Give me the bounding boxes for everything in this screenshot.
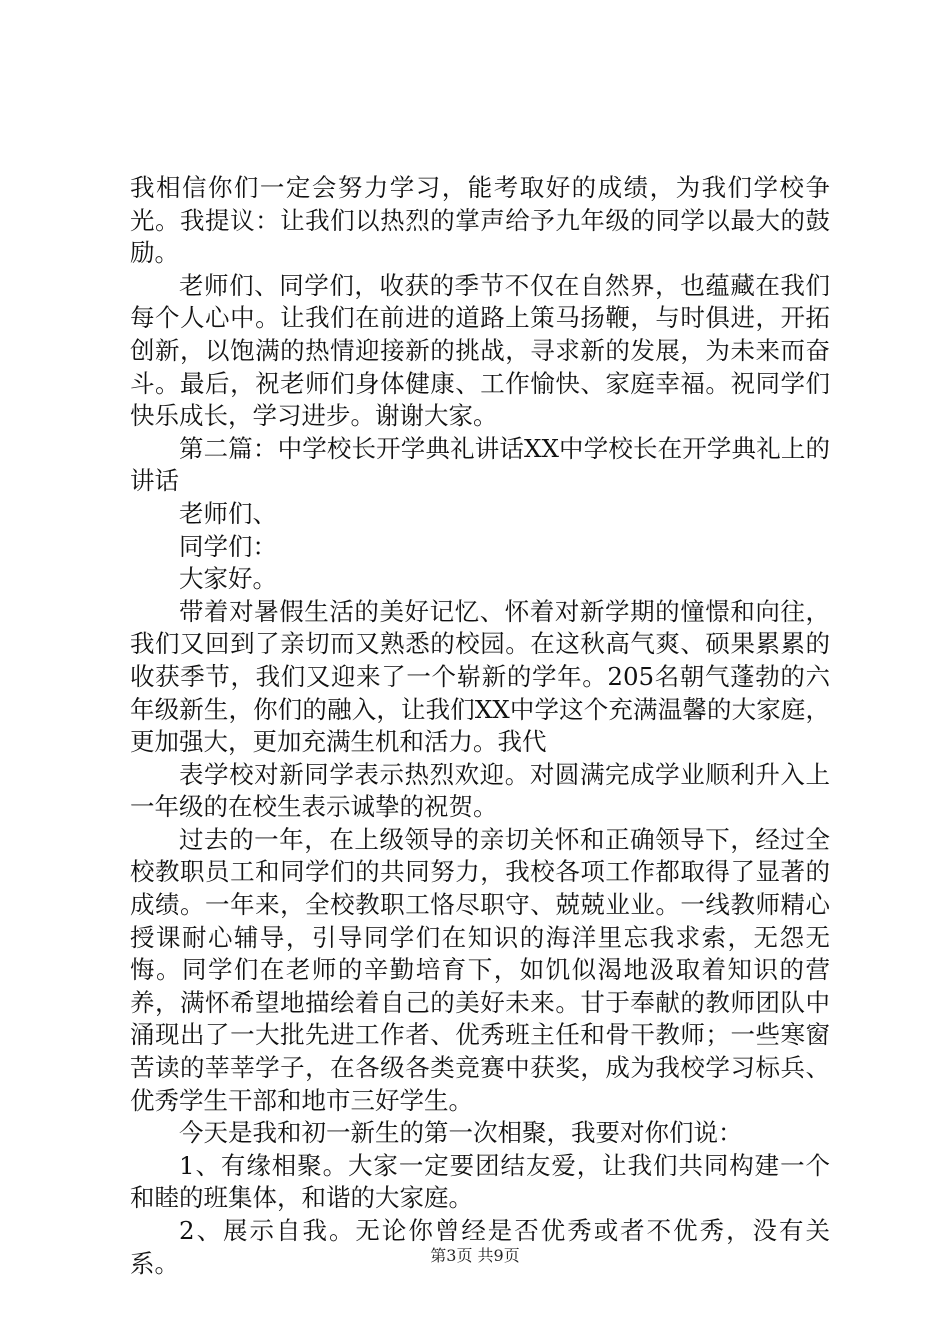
paragraph-closing: 老师们、同学们，收获的季节不仅在自然界，也蕴藏在我们每个人心中。让我们在前进的道路上策马扬鞭，与时俱进，开拓创新，以饱满的热情迎接新的挑战，寻求新的发展，为未来而奋斗。最后，祝老师们身体健康、工作愉快、家庭幸福。祝同学们快乐成长，学习进步。谢谢大家。 bbox=[130, 270, 830, 431]
section-heading: 第二篇：中学校长开学典礼讲话XX中学校长在开学典礼上的讲话 bbox=[130, 433, 830, 496]
salutation-teachers: 老师们、 bbox=[179, 498, 277, 528]
paragraph-intro-points: 今天是我和初一新生的第一次相聚，我要对你们说： bbox=[179, 1118, 743, 1148]
list-item-2: 2、展示自我。无论你曾经是否优秀或者不优秀，没有关系。 bbox=[130, 1216, 830, 1278]
salutation-students: 同学们： bbox=[179, 531, 277, 561]
list-item-1: 1、有缘相聚。大家一定要团结友爱，让我们共同构建一个和睦的班集体，和谐的大家庭。 bbox=[130, 1150, 830, 1213]
paragraph-welcome: 带着对暑假生活的美好记忆、怀着对新学期的憧憬和向往，我们又回到了亲切而又熟悉的校园。在这秋高气爽、硕果累累的收获季节，我们又迎来了一个崭新的学年。205名朝气蓬勃的六年级新生，你们的融入，让我们XX中学这个充满温馨的大家庭，更加强大，更加充满生机和活力。我代 bbox=[130, 596, 830, 757]
document-body bbox=[130, 172, 830, 1280]
greeting: 大家好。 bbox=[179, 564, 277, 594]
page-number: 第3页 共9页 bbox=[430, 1246, 520, 1265]
paragraph-welcome-continued: 表学校对新同学表示热烈欢迎。对圆满完成学业顺利升入上一年级的在校生表示诚挚的祝贺。 bbox=[130, 759, 830, 822]
paragraph-past-year: 过去的一年，在上级领导的亲切关怀和正确领导下，经过全校教职员工和同学们的共同努力，我校各项工作都取得了显著的成绩。一年来，全校教职工恪尽职守、兢兢业业。一线教师精心授课耐心辅导，引导同学们在知识的海洋里忘我求索，无怨无悔。同学们在老师的辛勤培育下，如饥似渴地汲取着知识的营养，满怀希望地描绘着自己的美好未来。甘于奉献的教师团队中涌现出了一大批先进工作者、优秀班主任和骨干教师；一些寒窗苦读的莘莘学子，在各级各类竞赛中获奖，成为我校学习标兵、优秀学生干部和地市三好学生。 bbox=[130, 824, 830, 1115]
paragraph-continuation: 我相信你们一定会努力学习，能考取好的成绩，为我们学校争光。我提议：让我们以热烈的掌声给予九年级的同学以最大的鼓励。 bbox=[130, 173, 830, 268]
